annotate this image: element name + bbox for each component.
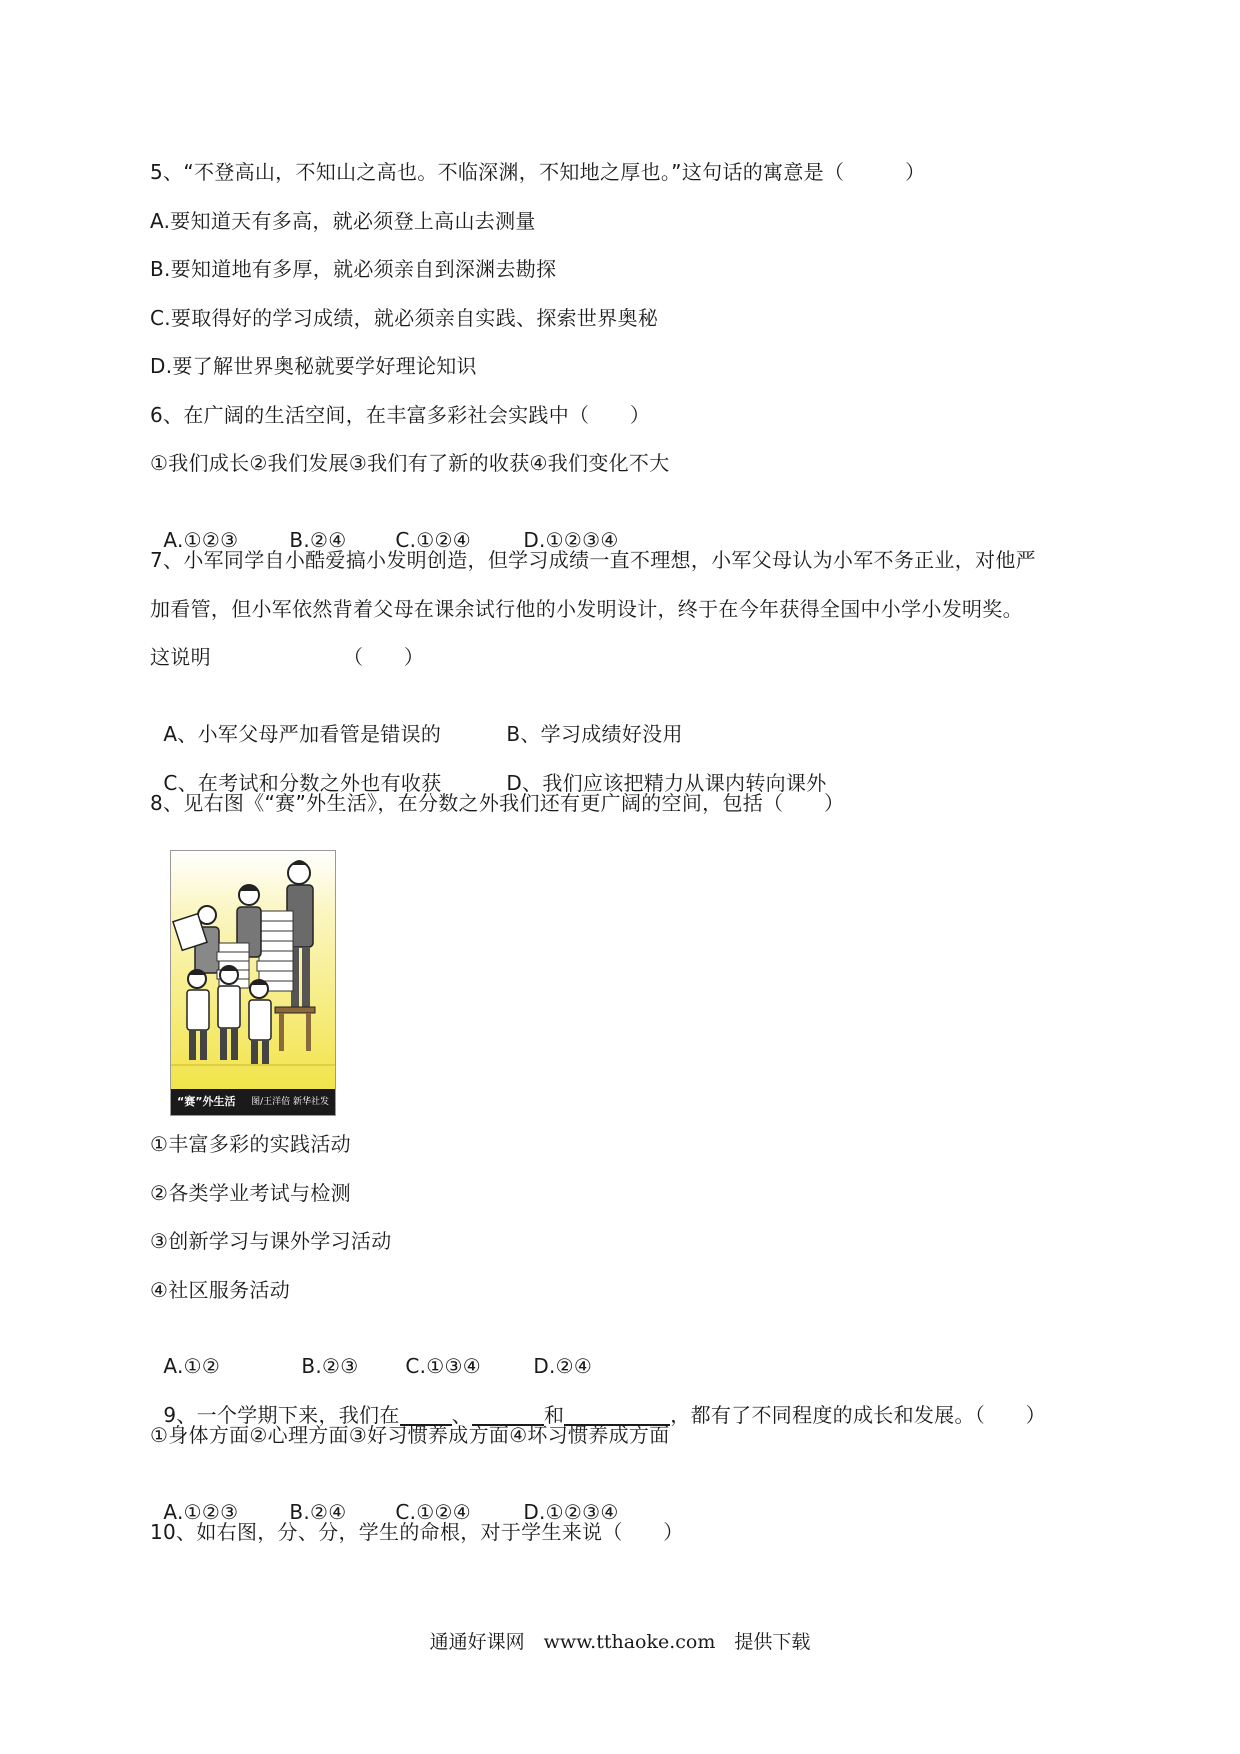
- page-footer: 通通好课网 www.tthaoke.com 提供下载: [429, 1631, 811, 1653]
- q6-option-b: B.②④: [289, 528, 347, 552]
- q8-item-2: ②各类学业考试与检测: [150, 1181, 351, 1205]
- q5-option-d: D.要了解世界奥秘就要学好理论知识: [150, 354, 477, 378]
- q9-separator-2: 和: [543, 1403, 565, 1427]
- q6-option-a: A.①②③: [163, 528, 239, 552]
- q7-option-a: A、小军父母严加看管是错误的: [163, 722, 442, 746]
- q7-option-c: C、在考试和分数之外也有收获: [163, 771, 442, 795]
- figure-title: “赛”外生活: [177, 1095, 236, 1108]
- q10-stem: 10、如右图，分、分，学生的命根，对于学生来说（ ）: [150, 1520, 684, 1544]
- q6-items: ①我们成长②我们发展③我们有了新的收获④我们变化不大: [150, 451, 670, 475]
- q6-stem: 6、在广阔的生活空间，在丰富多彩社会实践中（ ）: [150, 403, 651, 427]
- cartoon-illustration: [170, 850, 336, 1116]
- q9-separator-1: 、: [451, 1403, 472, 1427]
- q7-stem-line2: 加看管，但小军依然背着父母在课余试行他的小发明设计，终于在今年获得全国中小学小发明奖。: [150, 597, 1023, 621]
- q9-option-c: C.①②④: [395, 1500, 471, 1524]
- q9-stem-start: 9、一个学期下来，我们在: [163, 1403, 400, 1427]
- q8-option-c: C.①③④: [405, 1354, 481, 1378]
- q5-option-a: A.要知道天有多高，就必须登上高山去测量: [150, 209, 536, 233]
- q5-option-b: B.要知道地有多厚，就必须亲自到深渊去勘探: [150, 257, 557, 281]
- q7-stem-line1: 7、小军同学自小酷爱搞小发明创造，但学习成绩一直不理想，小军父母认为小军不务正业，对他严: [150, 548, 1036, 572]
- q7-stem-line3: 这说明 （ ）: [150, 645, 425, 669]
- q9-option-d: D.①②③④: [523, 1500, 619, 1524]
- cartoon-drawing: [171, 851, 335, 1089]
- q7-option-d: D、我们应该把精力从课内转向课外: [506, 771, 827, 795]
- q6-option-d: D.①②③④: [523, 528, 619, 552]
- q9-option-b: B.②④: [289, 1500, 347, 1524]
- figure-caption-bar: [171, 1089, 335, 1115]
- q9-stem-end: ，都有了不同程度的成长和发展。（ ）: [670, 1403, 1046, 1427]
- figure-credit: 图/王洋倍 新华社发: [251, 1097, 329, 1107]
- q8-option-d: D.②④: [533, 1354, 593, 1378]
- q9-option-a: A.①②③: [163, 1500, 239, 1524]
- q8-item-3: ③创新学习与课外学习活动: [150, 1229, 392, 1253]
- q9-items: ①身体方面②心理方面③好习惯养成方面④坏习惯养成方面: [150, 1423, 670, 1447]
- q8-option-a: A.①②: [163, 1354, 221, 1378]
- q8-item-4: ④社区服务活动: [150, 1278, 291, 1302]
- q8-option-b: B.②③: [301, 1354, 359, 1378]
- q7-options-row1: [150, 692, 683, 748]
- q8-stem: 8、见右图《“赛”外生活》，在分数之外我们还有更广阔的空间，包括（ ）: [150, 791, 845, 815]
- q6-option-c: C.①②④: [395, 528, 471, 552]
- q7-option-b: B、学习成绩好没用: [506, 722, 683, 746]
- q5-stem: 5、“不登高山，不知山之高也。不临深渊，不知地之厚也。”这句话的寓意是（ ）: [150, 160, 926, 184]
- q5-option-c: C.要取得好的学习成绩，就必须亲自实践、探索世界奥秘: [150, 306, 659, 330]
- q8-item-1: ①丰富多彩的实践活动: [150, 1132, 351, 1156]
- q8-options: [150, 1324, 592, 1380]
